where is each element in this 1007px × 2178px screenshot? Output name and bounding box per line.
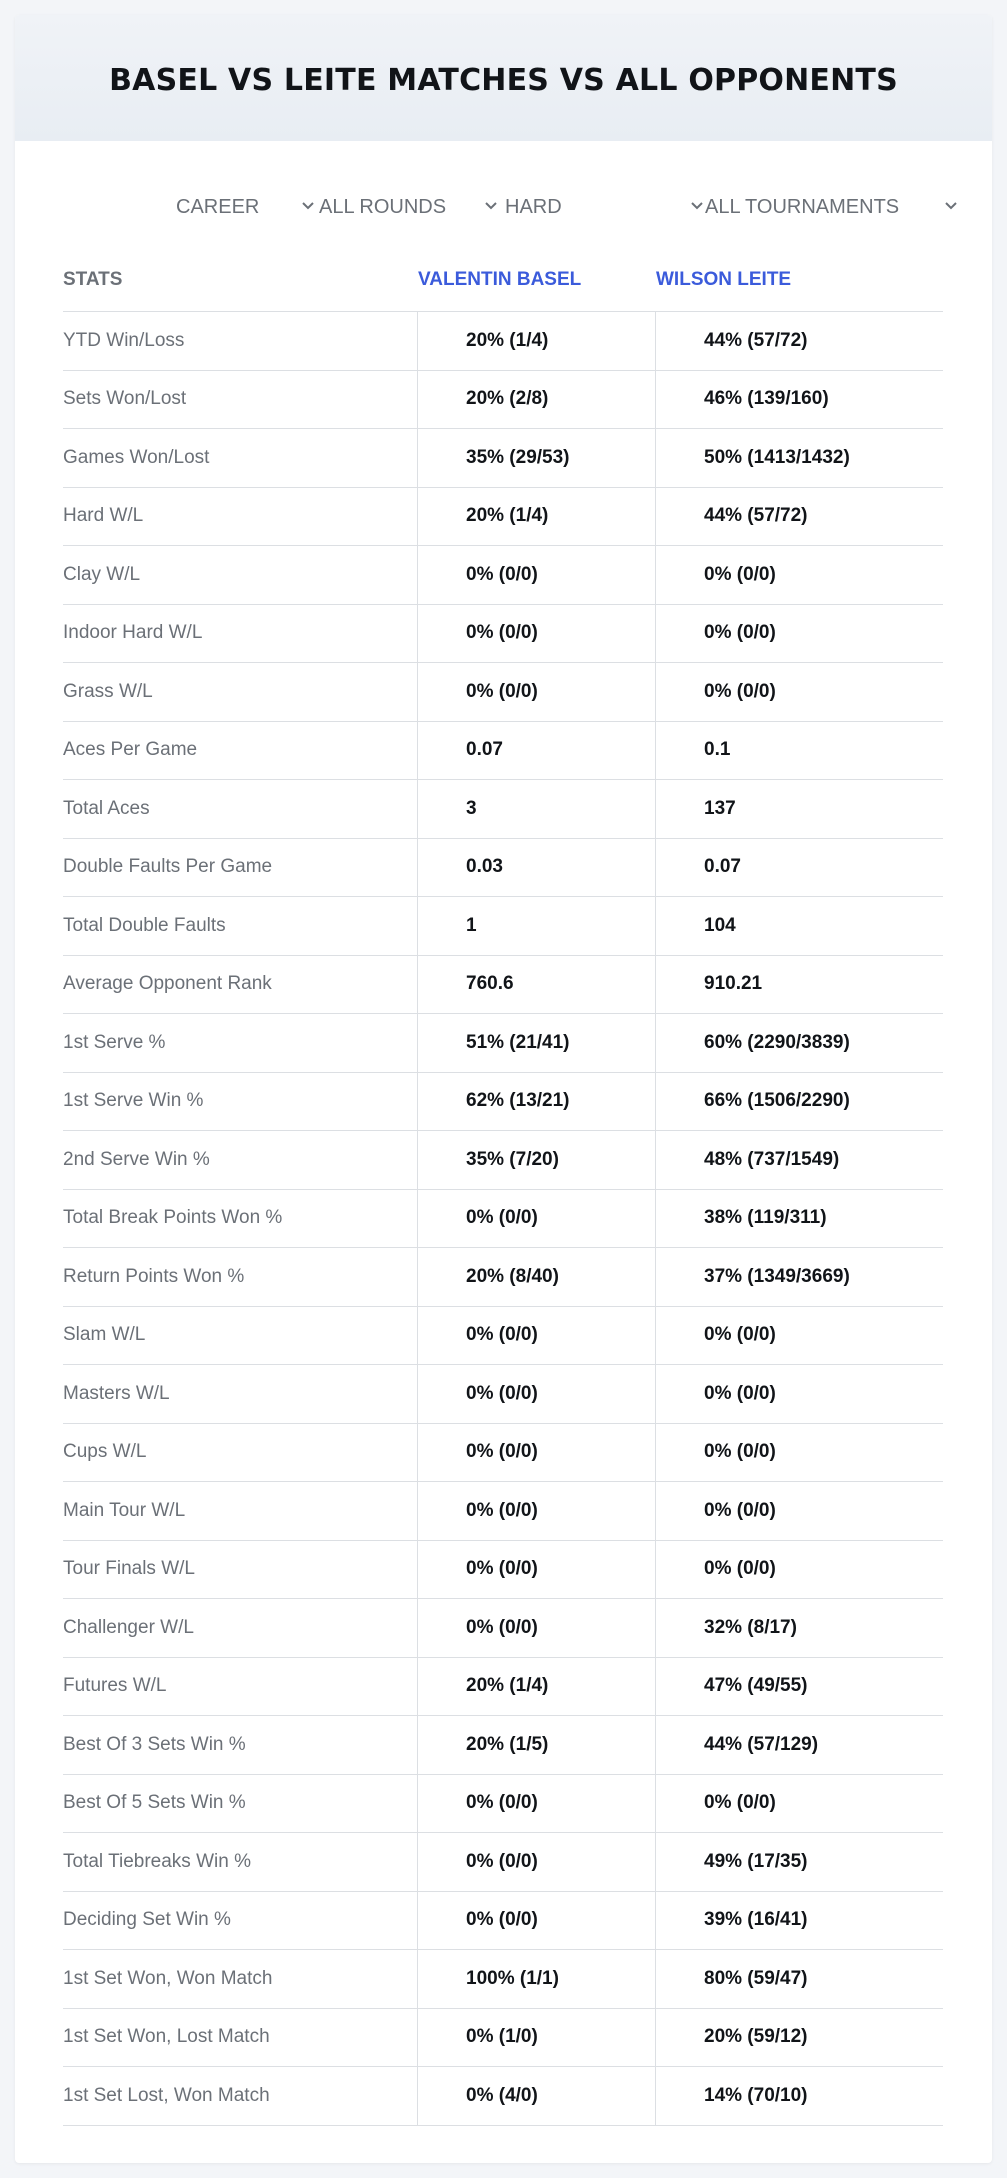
- stat-label: Masters W/L: [63, 1382, 170, 1404]
- stat-label: Best Of 5 Sets Win %: [63, 1792, 246, 1814]
- player1-value: 760.6: [466, 973, 514, 995]
- table-row: [63, 429, 943, 488]
- stat-label: Main Tour W/L: [63, 1499, 186, 1521]
- table-row: [63, 897, 943, 956]
- tournaments-filter-label: ALL TOURNAMENTS: [705, 195, 900, 218]
- stat-label: Aces Per Game: [63, 739, 198, 761]
- column-divider: [655, 1541, 656, 1599]
- table-row: [63, 1482, 943, 1541]
- column-divider: [655, 1950, 656, 2008]
- stat-label: 1st Serve Win %: [63, 1090, 204, 1112]
- surface-filter-dropdown[interactable]: [505, 187, 701, 227]
- player1-value: 0% (0/0): [466, 1207, 538, 1229]
- player1-value: 1: [466, 914, 477, 936]
- stat-label: Clay W/L: [63, 563, 141, 585]
- column-divider: [417, 1307, 418, 1365]
- player2-value: 44% (57/72): [704, 505, 808, 527]
- player1-value: 3: [466, 797, 477, 819]
- rounds-filter-label: ALL ROUNDS: [319, 195, 447, 218]
- stat-label: 1st Set Lost, Won Match: [63, 2084, 270, 2106]
- player1-value: 20% (1/5): [466, 1733, 549, 1755]
- column-divider: [655, 1248, 656, 1306]
- column-divider: [655, 1365, 656, 1423]
- column-header-stats: STATS: [63, 269, 123, 290]
- column-divider: [655, 663, 656, 721]
- stat-label: YTD Win/Loss: [63, 329, 185, 351]
- column-divider: [655, 546, 656, 604]
- player2-value: 0% (0/0): [704, 680, 776, 702]
- table-row: [63, 1131, 943, 1190]
- stat-label: Slam W/L: [63, 1324, 146, 1346]
- table-row: [63, 546, 943, 605]
- player1-value: 0% (0/0): [466, 1499, 538, 1521]
- player1-value: 100% (1/1): [466, 1967, 559, 1989]
- page-title: BASEL VS LEITE MATCHES VS ALL OPPONENTS: [109, 62, 898, 98]
- player2-value: 0.07: [704, 856, 741, 878]
- column-divider: [655, 1833, 656, 1891]
- player2-value: 47% (49/55): [704, 1675, 808, 1697]
- column-divider: [417, 429, 418, 487]
- column-divider: [655, 1307, 656, 1365]
- player1-value: 0% (0/0): [466, 1850, 538, 1872]
- table-row: [63, 1248, 943, 1307]
- column-divider: [417, 2009, 418, 2067]
- player2-value: 0% (0/0): [704, 622, 776, 644]
- column-divider: [417, 839, 418, 897]
- player1-value: 0% (0/0): [466, 680, 538, 702]
- column-divider: [655, 722, 656, 780]
- player1-value: 0% (0/0): [466, 1558, 538, 1580]
- surface-filter-label: HARD: [505, 195, 562, 218]
- player1-value: 0% (0/0): [466, 1909, 538, 1931]
- career-filter-dropdown[interactable]: [176, 187, 312, 227]
- player1-value: 0% (0/0): [466, 563, 538, 585]
- table-row: [63, 488, 943, 547]
- stat-label: Hard W/L: [63, 505, 144, 527]
- column-divider: [655, 371, 656, 429]
- table-row: [63, 1716, 943, 1775]
- column-divider: [417, 371, 418, 429]
- table-row: [63, 1424, 943, 1483]
- player2-value: 46% (139/160): [704, 388, 829, 410]
- table-row: [63, 1307, 943, 1366]
- column-divider: [655, 1424, 656, 1482]
- column-divider: [417, 1014, 418, 1072]
- table-row: [63, 1950, 943, 2009]
- player2-value: 0% (0/0): [704, 563, 776, 585]
- player1-value: 0% (4/0): [466, 2084, 538, 2106]
- stats-card: [15, 15, 992, 2163]
- table-row: [63, 1541, 943, 1600]
- player2-value: 50% (1413/1432): [704, 446, 850, 468]
- stat-label: 1st Serve %: [63, 1031, 166, 1053]
- player1-value: 0% (0/0): [466, 1324, 538, 1346]
- stat-label: Futures W/L: [63, 1675, 167, 1697]
- column-divider: [655, 2067, 656, 2125]
- filter-bar: [15, 187, 992, 227]
- column-divider: [417, 312, 418, 370]
- player1-value: 0% (0/0): [466, 1441, 538, 1463]
- player1-value: 0% (0/0): [466, 1616, 538, 1638]
- stat-label: Games Won/Lost: [63, 446, 210, 468]
- column-divider: [417, 1365, 418, 1423]
- stat-label: 1st Set Won, Won Match: [63, 1967, 273, 1989]
- column-divider: [655, 488, 656, 546]
- table-row: [63, 663, 943, 722]
- table-row: [63, 1190, 943, 1249]
- column-divider: [655, 1482, 656, 1540]
- column-divider: [655, 605, 656, 663]
- column-divider: [417, 1892, 418, 1950]
- table-row: [63, 839, 943, 898]
- column-divider: [655, 312, 656, 370]
- column-divider: [417, 722, 418, 780]
- stat-label: Sets Won/Lost: [63, 388, 187, 410]
- player2-value: 0% (0/0): [704, 1441, 776, 1463]
- player2-value: 0% (0/0): [704, 1558, 776, 1580]
- table-row: [63, 1599, 943, 1658]
- column-divider: [417, 1131, 418, 1189]
- stat-label: 1st Set Won, Lost Match: [63, 2026, 270, 2048]
- player2-value: 0.1: [704, 739, 731, 761]
- player1-value: 20% (1/4): [466, 329, 549, 351]
- player1-value: 51% (21/41): [466, 1031, 570, 1053]
- stats-table: [63, 249, 943, 2126]
- column-divider: [417, 2067, 418, 2125]
- stat-label: Double Faults Per Game: [63, 856, 273, 878]
- table-row: [63, 2067, 943, 2126]
- stat-label: 2nd Serve Win %: [63, 1148, 210, 1170]
- table-body: [63, 312, 943, 2126]
- player1-value: 20% (1/4): [466, 1675, 549, 1697]
- player1-value: 0% (0/0): [466, 1792, 538, 1814]
- table-row: [63, 1775, 943, 1834]
- table-row: [63, 1365, 943, 1424]
- column-divider: [417, 956, 418, 1014]
- player2-value: 48% (737/1549): [704, 1148, 840, 1170]
- player2-value: 14% (70/10): [704, 2084, 808, 2106]
- player1-value: 0% (0/0): [466, 622, 538, 644]
- column-divider: [655, 1190, 656, 1248]
- column-divider: [417, 1775, 418, 1833]
- column-divider: [655, 1775, 656, 1833]
- player2-value: 20% (59/12): [704, 2026, 808, 2048]
- stat-label: Deciding Set Win %: [63, 1909, 231, 1931]
- player2-value: 0% (0/0): [704, 1792, 776, 1814]
- player2-value: 32% (8/17): [704, 1616, 797, 1638]
- player2-value: 49% (17/35): [704, 1850, 808, 1872]
- table-row: [63, 956, 943, 1015]
- table-header: [63, 249, 943, 312]
- column-divider: [655, 1599, 656, 1657]
- chevron-down-icon: [945, 201, 955, 211]
- player2-value: 0% (0/0): [704, 1382, 776, 1404]
- chevron-down-icon: [691, 201, 701, 211]
- player1-value: 0.03: [466, 856, 503, 878]
- table-row: [63, 722, 943, 781]
- column-divider: [655, 429, 656, 487]
- player2-value: 80% (59/47): [704, 1967, 808, 1989]
- stat-label: Grass W/L: [63, 680, 153, 702]
- column-header-player2[interactable]: WILSON LEITE: [656, 269, 792, 290]
- column-divider: [655, 1658, 656, 1716]
- column-divider: [417, 546, 418, 604]
- tournaments-filter-dropdown[interactable]: [705, 187, 955, 227]
- column-divider: [417, 1424, 418, 1482]
- column-divider: [417, 1073, 418, 1131]
- table-row: [63, 1073, 943, 1132]
- column-divider: [655, 956, 656, 1014]
- player2-value: 66% (1506/2290): [704, 1090, 850, 1112]
- column-divider: [417, 663, 418, 721]
- card-header: [15, 15, 992, 141]
- column-divider: [417, 897, 418, 955]
- player2-value: 38% (119/311): [704, 1207, 827, 1229]
- stat-label: Total Tiebreaks Win %: [63, 1850, 251, 1872]
- player1-value: 0% (0/0): [466, 1382, 538, 1404]
- column-divider: [417, 1190, 418, 1248]
- player1-value: 62% (13/21): [466, 1090, 570, 1112]
- column-divider: [655, 1892, 656, 1950]
- player2-value: 104: [704, 914, 736, 936]
- column-divider: [417, 1482, 418, 1540]
- stat-label: Total Break Points Won %: [63, 1207, 283, 1229]
- career-filter-label: CAREER: [176, 195, 260, 218]
- player1-value: 35% (7/20): [466, 1148, 559, 1170]
- table-row: [63, 371, 943, 430]
- table-row: [63, 1658, 943, 1717]
- player2-value: 137: [704, 797, 736, 819]
- column-divider: [655, 1131, 656, 1189]
- table-row: [63, 312, 943, 371]
- column-divider: [417, 1248, 418, 1306]
- stat-label: Cups W/L: [63, 1441, 147, 1463]
- player2-value: 44% (57/129): [704, 1733, 819, 1755]
- table-row: [63, 1892, 943, 1951]
- stat-label: Total Aces: [63, 797, 150, 819]
- column-divider: [655, 780, 656, 838]
- player1-value: 20% (8/40): [466, 1265, 559, 1287]
- column-divider: [417, 1950, 418, 2008]
- column-divider: [417, 1833, 418, 1891]
- column-divider: [417, 780, 418, 838]
- stat-label: Return Points Won %: [63, 1265, 245, 1287]
- player2-value: 0% (0/0): [704, 1499, 776, 1521]
- column-divider: [417, 605, 418, 663]
- player1-value: 20% (2/8): [466, 388, 549, 410]
- table-row: [63, 605, 943, 664]
- player2-value: 37% (1349/3669): [704, 1265, 850, 1287]
- column-divider: [417, 1658, 418, 1716]
- table-row: [63, 1833, 943, 1892]
- column-divider: [417, 1599, 418, 1657]
- player1-value: 35% (29/53): [466, 446, 570, 468]
- player2-value: 44% (57/72): [704, 329, 808, 351]
- column-divider: [417, 488, 418, 546]
- stat-label: Tour Finals W/L: [63, 1558, 195, 1580]
- chevron-down-icon: [302, 201, 312, 211]
- player2-value: 39% (16/41): [704, 1909, 808, 1931]
- player2-value: 0% (0/0): [704, 1324, 776, 1346]
- column-divider: [655, 1014, 656, 1072]
- stat-label: Challenger W/L: [63, 1616, 194, 1638]
- stat-label: Average Opponent Rank: [63, 973, 272, 995]
- stat-label: Total Double Faults: [63, 914, 226, 936]
- stat-label: Indoor Hard W/L: [63, 622, 203, 644]
- column-divider: [655, 1716, 656, 1774]
- player2-value: 60% (2290/3839): [704, 1031, 850, 1053]
- player1-value: 20% (1/4): [466, 505, 549, 527]
- player2-value: 910.21: [704, 973, 763, 995]
- player1-value: 0% (1/0): [466, 2026, 538, 2048]
- column-divider: [655, 897, 656, 955]
- column-divider: [655, 2009, 656, 2067]
- chevron-down-icon: [485, 201, 495, 211]
- rounds-filter-dropdown[interactable]: [319, 187, 495, 227]
- stat-label: Best Of 3 Sets Win %: [63, 1733, 246, 1755]
- player1-value: 0.07: [466, 739, 503, 761]
- column-divider: [655, 839, 656, 897]
- column-header-player1[interactable]: VALENTIN BASEL: [418, 269, 582, 290]
- table-row: [63, 1014, 943, 1073]
- column-divider: [655, 1073, 656, 1131]
- column-divider: [417, 1716, 418, 1774]
- column-divider: [417, 1541, 418, 1599]
- table-row: [63, 2009, 943, 2068]
- table-row: [63, 780, 943, 839]
